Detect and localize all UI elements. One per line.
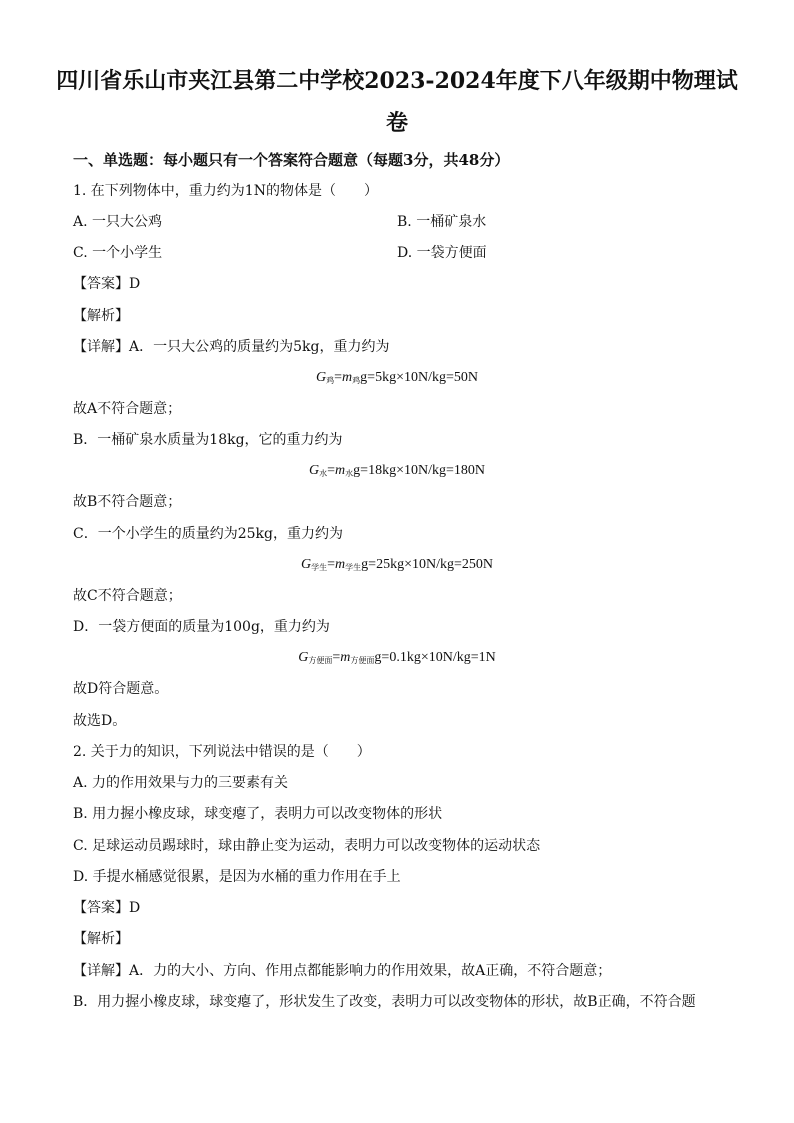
question-1-option-c: C. 一个小学生 bbox=[73, 245, 163, 261]
formula-symbol: m bbox=[335, 557, 346, 572]
formula-symbol: m bbox=[335, 463, 346, 478]
question-2-option-b: B. 用力握小橡皮球，球变瘪了，表明力可以改变物体的形状 bbox=[73, 806, 443, 822]
formula-symbol: G bbox=[298, 650, 309, 665]
question-1-conclusion-a: 故A不符合题意； bbox=[73, 401, 182, 417]
question-1-detail-c: C．一个小学生的质量约为25kg，重力约为 bbox=[73, 526, 343, 542]
question-1-detail-d: D．一袋方便面的质量为100g，重力约为 bbox=[73, 619, 330, 635]
formula-noodles bbox=[0, 648, 794, 671]
question-1-stem: 1. 在下列物体中，重力约为1N的物体是（ ） bbox=[73, 183, 378, 199]
question-1-answer: 【答案】D bbox=[73, 276, 141, 292]
formula-symbol: m bbox=[342, 370, 353, 385]
formula-rooster bbox=[0, 368, 794, 391]
question-2-stem: 2. 关于力的知识，下列说法中错误的是（ ） bbox=[73, 744, 371, 760]
formula-subscript: 水 bbox=[345, 469, 354, 478]
question-2-answer: 【答案】D bbox=[73, 900, 141, 916]
formula-subscript: 鸡 bbox=[352, 376, 361, 385]
question-2-detail-a: 【详解】A．力的大小、方向、作用点都能影响力的作用效果，故A正确，不符合题意； bbox=[73, 963, 612, 979]
formula-symbol: G bbox=[316, 370, 327, 385]
formula-expression: g=5kg×10N/kg=50N bbox=[360, 370, 478, 385]
question-2-detail-b: B．用力握小橡皮球，球变瘪了，形状发生了改变，表明力可以改变物体的形状，故B正确，不符合题 bbox=[73, 994, 696, 1010]
question-1-choice: 故选D。 bbox=[73, 713, 127, 729]
formula-expression: g=25kg×10N/kg=250N bbox=[361, 557, 493, 572]
formula-subscript: 学生 bbox=[345, 563, 362, 572]
formula-subscript: 学生 bbox=[311, 563, 328, 572]
question-2-option-a: A. 力的作用效果与力的三要素有关 bbox=[73, 775, 289, 791]
question-1-option-b: B. 一桶矿泉水 bbox=[397, 214, 487, 230]
formula-subscript: 鸡 bbox=[326, 376, 335, 385]
formula-operator: = bbox=[332, 650, 341, 665]
page-title: 四川省乐山市夹江县第二中学校2023-2024年度下八年级期中物理试 bbox=[56, 68, 738, 94]
formula-subscript: 方便面 bbox=[308, 656, 333, 665]
question-1-analysis-label: 【解析】 bbox=[73, 308, 129, 324]
formula-operator: = bbox=[334, 370, 343, 385]
formula-symbol: m bbox=[340, 650, 351, 665]
formula-subscript: 水 bbox=[319, 469, 328, 478]
formula-symbol: G bbox=[309, 463, 320, 478]
formula-student bbox=[0, 555, 794, 578]
question-1-option-d: D. 一袋方便面 bbox=[397, 245, 487, 261]
formula-operator: = bbox=[327, 463, 336, 478]
question-1-conclusion-c: 故C不符合题意； bbox=[73, 588, 182, 604]
question-2-option-d: D. 手提水桶感觉很累，是因为水桶的重力作用在手上 bbox=[73, 869, 401, 885]
question-2-option-c: C. 足球运动员踢球时，球由静止变为运动，表明力可以改变物体的运动状态 bbox=[73, 838, 541, 854]
section-heading: 一、单选题：每小题只有一个答案符合题意（每题3分，共48分） bbox=[73, 151, 510, 169]
question-1-conclusion-d: 故D符合题意。 bbox=[73, 681, 169, 697]
formula-operator: = bbox=[327, 557, 336, 572]
formula-expression: g=0.1kg×10N/kg=1N bbox=[374, 650, 496, 665]
formula-water bbox=[0, 461, 794, 484]
formula-subscript: 方便面 bbox=[350, 656, 375, 665]
question-1-detail-a: 【详解】A．一只大公鸡的质量约为5kg，重力约为 bbox=[73, 339, 390, 355]
formula-symbol: G bbox=[301, 557, 312, 572]
formula-expression: g=18kg×10N/kg=180N bbox=[353, 463, 485, 478]
question-2-analysis-label: 【解析】 bbox=[73, 931, 129, 947]
question-1-detail-b: B．一桶矿泉水质量为18kg，它的重力约为 bbox=[73, 432, 343, 448]
page-title-continued: 卷 bbox=[385, 110, 408, 136]
question-1-option-a: A. 一只大公鸡 bbox=[73, 214, 163, 230]
question-1-conclusion-b: 故B不符合题意； bbox=[73, 494, 182, 510]
